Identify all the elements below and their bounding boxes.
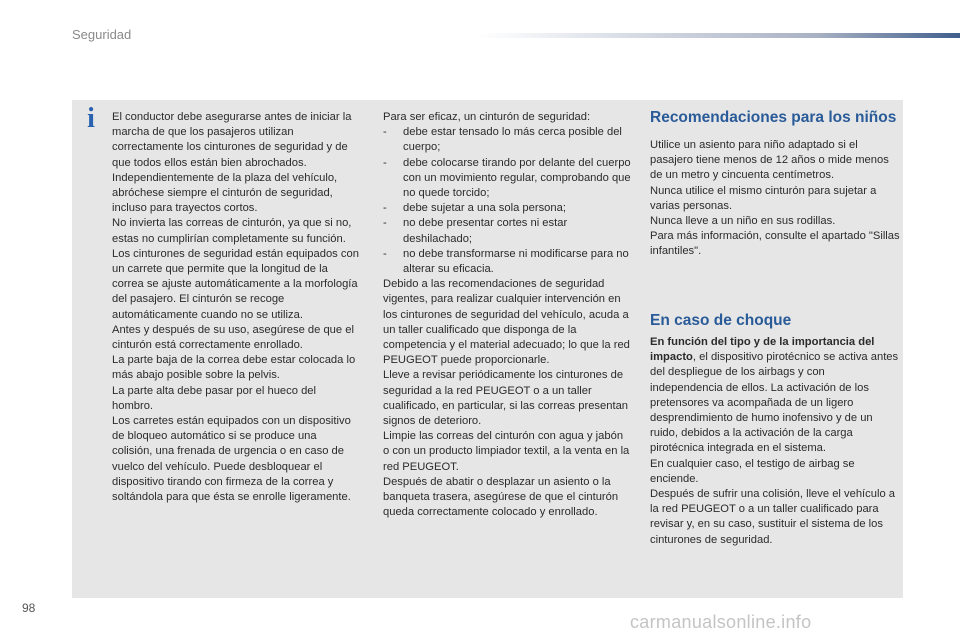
belt-requirements-column: [383, 110, 631, 520]
lead-bold-text: En función del tipo y de la importancia del impacto: [650, 336, 875, 364]
recommendations-column: [650, 110, 900, 260]
paragraph: Utilice un asiento para niño adaptado si el pasajero tiene menos de 12 años o mide menos de un metro y cincuenta centímetros.: [650, 139, 889, 182]
paragraph: Para más información, consulte el apartado "Sillas infantiles".: [650, 230, 900, 258]
paragraph: Los cinturones de seguridad están equipados con un carrete que permite que la longitud de la correa se ajuste automáticamente a la morfología del pasajero. El cinturón se recoge automáticamente cuando no se utiliza.: [112, 247, 359, 321]
paragraph: Debido a las recomendaciones de seguridad vigentes, para realizar cualquier intervención en los cinturones de seguridad del vehículo, acuda a un taller cualificado que disponga de la competencia y el material adecuado; lo que la red PEUGEOT puede proporcionarle.: [383, 278, 630, 367]
header-decorative-bar: [480, 33, 960, 38]
paragraph: Nunca utilice el mismo cinturón para sujetar a varias personas.: [650, 184, 877, 212]
paragraph: El conductor debe asegurarse antes de iniciar la marcha de que los pasajeros utilizan correctamente los cinturones de seguridad y de que todos ellos están bien abrochados.: [112, 111, 352, 169]
paragraph: Los carretes están equipados con un dispositivo de bloqueo automático si se produce una colisión, una frenada de urgencia o en caso de vuelco del vehículo. Puede desbloquear el dispositivo tirando con firmeza de la correa y soltándola para que ésta se enrolle ligeramente.: [112, 415, 351, 504]
paragraph: Limpie las correas del cinturón con agua y jabón o con un producto limpiador textil, a la venta en la red PEUGEOT.: [383, 430, 630, 473]
paragraph: [650, 335, 900, 457]
paragraph: No invierta las correas de cinturón, ya que si no, estas no cumplirían completamente su función.: [112, 217, 352, 245]
info-column: [112, 110, 360, 505]
section-title: Seguridad: [72, 27, 132, 42]
intro-text: Para ser eficaz, un cinturón de seguridad:: [383, 111, 591, 123]
recommendations-heading: Recomendaciones para los niños: [650, 109, 897, 126]
paragraph: Lleve a revisar periódicamente los cinturones de seguridad a la red PEUGEOT o a un taller cualificado, en particular, si las correas presentan signos de deterioro.: [383, 369, 629, 428]
list-item: - debe colocarse tirando por delante del cuerpo con un movimiento regular, comprobando que no quede torcido;: [383, 156, 631, 200]
paragraph: Antes y después de su uso, asegúrese de que el cinturón está correctamente enrollado.: [112, 323, 354, 352]
paragraph: Después de sufrir una colisión, lleve el vehículo a la red PEUGEOT o a un taller cualificado para revisar y, en su caso, sustituir el sistema de los cinturones de seguridad.: [650, 488, 896, 546]
paragraph: Independientemente de la plaza del vehículo, abróchese siempre el cinturón de seguridad, incluso para trayectos cortos.: [112, 171, 338, 215]
list-item: - no debe presentar cortes ni estar deshilachado;: [383, 217, 568, 245]
crash-column: [650, 335, 900, 548]
paragraph: Nunca lleve a un niño en sus rodillas.: [650, 215, 836, 228]
page-number: 98: [22, 601, 36, 615]
paragraph: La parte alta debe pasar por el hueco del hombro.: [112, 384, 317, 412]
list-item: - debe estar tensado lo más cerca posible del cuerpo;: [383, 126, 622, 154]
list-item: - debe sujetar a una sola persona;: [383, 202, 566, 215]
paragraph: En cualquier caso, el testigo de airbag se enciende.: [650, 457, 855, 485]
lead-text: , el dispositivo pirotécnico se activa antes del despliegue de los airbags y con independencia de ellos. La activación de los pretensores va acompañada de un ligero desprendimiento de humo inofensivo y de un ruido, debidos a la activación de la carga pirotécnica integrada en el sistema.: [650, 351, 899, 455]
info-icon: i: [87, 103, 95, 134]
paragraph: Después de abatir o desplazar un asiento o la banqueta trasera, asegúrese de que el cinturón queda correctamente colocado y enrollado.: [383, 475, 619, 519]
paragraph: La parte baja de la correa debe estar colocada lo más abajo posible sobre la pelvis.: [112, 354, 356, 382]
list-item: - no debe transformarse ni modificarse para no alterar su eficacia.: [383, 247, 629, 276]
crash-heading: En caso de choque: [650, 312, 792, 329]
watermark: carmanualsonline.info: [630, 612, 812, 632]
